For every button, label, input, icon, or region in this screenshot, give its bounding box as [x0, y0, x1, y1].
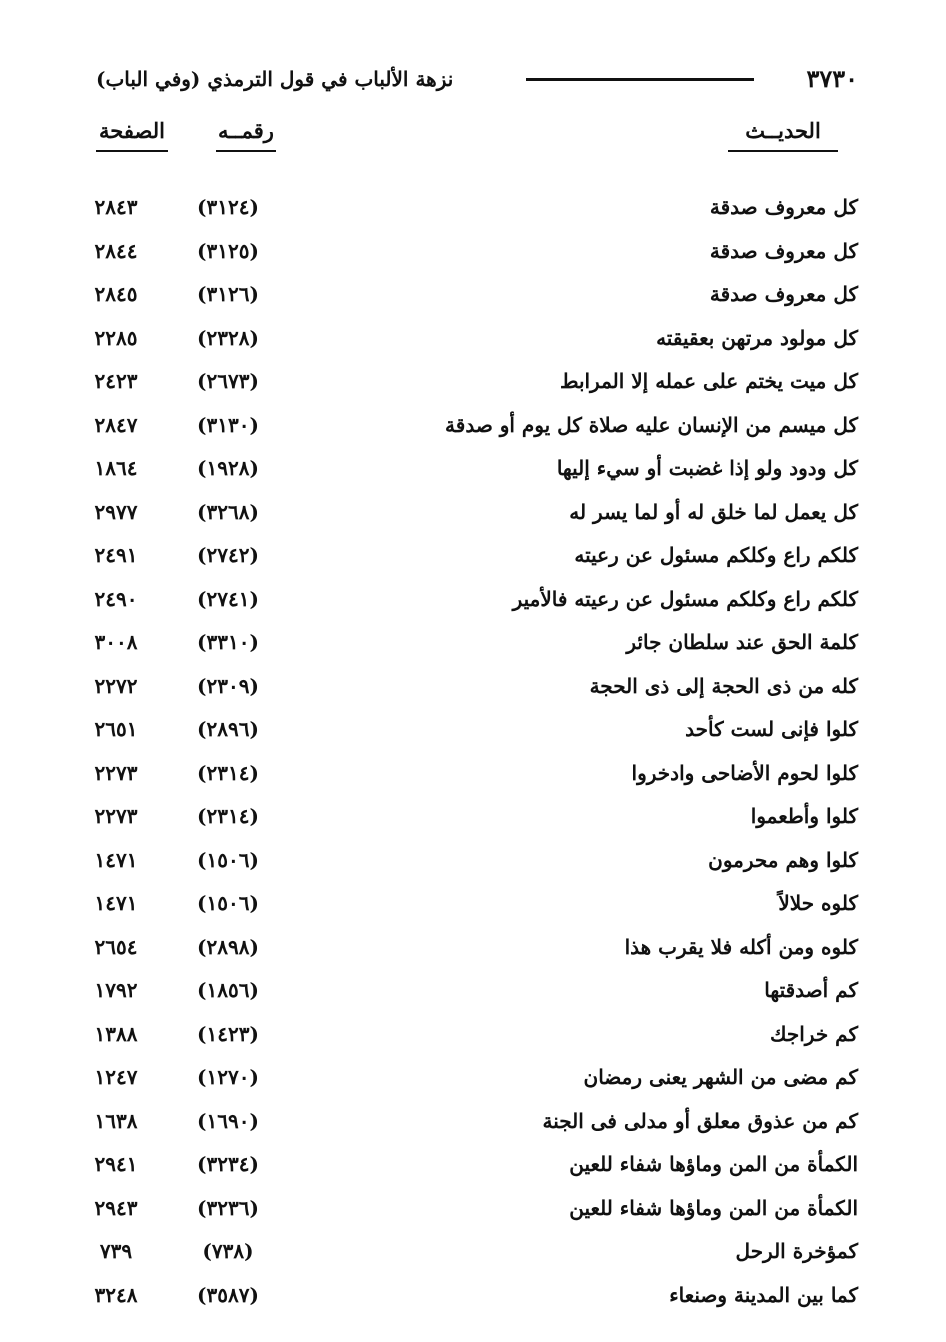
hadith-text: الكمأة من المن وماؤها شفاء للعين — [569, 1195, 858, 1220]
hadith-text: الكمأة من المن وماؤها شفاء للعين — [569, 1152, 858, 1176]
hadith-number: (١٨٥٦) — [197, 978, 259, 1002]
page-reference: ٢٦٥١ — [94, 717, 138, 741]
index-entry — [70, 230, 858, 274]
page-reference: ٢٢٧٢ — [94, 673, 138, 698]
index-entry — [70, 1230, 858, 1274]
index-entry — [70, 795, 858, 839]
hadith-text: كلوا فإنى لست كأحد — [685, 717, 858, 741]
hadith-text: كل مولود مرتهن بعقيقته — [656, 325, 858, 350]
index-entry — [70, 752, 858, 796]
hadith-number: (١٥٠٦) — [197, 891, 259, 915]
hadith-text: كم مضى من الشهر يعنى رمضان — [583, 1065, 858, 1089]
page-reference: ١٤٧١ — [94, 847, 138, 872]
page-reference: ٣٠٠٨ — [94, 630, 138, 654]
index-entry — [70, 186, 858, 230]
index-entry — [70, 578, 858, 622]
index-entry — [70, 1274, 858, 1318]
hadith-number: (٢٣٠٩) — [197, 673, 259, 698]
hadith-number: (٢٨٩٦) — [197, 717, 259, 741]
hadith-text: كلمة الحق عند سلطان جائر — [626, 630, 858, 654]
hadith-number: (٣٢٣٦) — [197, 1195, 259, 1220]
hadith-text: كلوا وأطعموا — [750, 804, 858, 828]
hadith-number: (٢٣٢٨) — [197, 325, 259, 350]
hadith-text: كم خراجك — [770, 1021, 858, 1046]
index-entry — [70, 404, 858, 448]
index-entry — [70, 1187, 858, 1231]
hadith-number: (٣٢٦٨) — [197, 499, 259, 524]
hadith-text: كم أصدقتها — [764, 978, 858, 1002]
index-entry — [70, 926, 858, 970]
index-entry — [70, 665, 858, 709]
page-reference: ٢٤٩١ — [94, 543, 138, 567]
hadith-text: كم من عذوق معلق أو مدلى فى الجنة — [542, 1108, 858, 1133]
index-entry — [70, 447, 858, 491]
page-reference: ١٧٩٢ — [94, 978, 138, 1002]
page-reference: ١٨٦٤ — [94, 456, 138, 480]
header-rule — [526, 78, 754, 81]
page-reference: ٢٤٢٣ — [94, 369, 138, 393]
index-entry — [70, 1013, 858, 1057]
page-number: ٣٧٣٠ — [806, 64, 858, 93]
hadith-text: كل معروف صدقة — [709, 282, 858, 306]
hadith-number: (٢٧٤١) — [197, 586, 259, 611]
hadith-number: (٣٥٨٧) — [197, 1282, 259, 1307]
column-heading-number: رقمــه — [216, 116, 276, 152]
hadith-number: (٣١٢٤) — [197, 195, 259, 219]
hadith-number: (٢٧٤٢) — [197, 543, 259, 567]
page-reference: ٧٣٩ — [99, 1239, 133, 1263]
hadith-text: كمؤخرة الرحل — [735, 1239, 858, 1263]
index-entry — [70, 317, 858, 361]
page-reference: ٢٩٤٣ — [94, 1195, 138, 1220]
hadith-text: كلوه ومن أكله فلا يقرب هذا — [624, 934, 858, 959]
column-heading-hadith: الحديــث — [728, 116, 838, 152]
hadith-number: (٢٨٩٨) — [197, 934, 259, 959]
page-reference: ٢٨٤٤ — [94, 238, 138, 263]
page-reference: ٣٢٤٨ — [94, 1282, 138, 1307]
hadith-text: كلكم راع وكلكم مسئول عن رعيته — [574, 543, 858, 567]
hadith-text: كلوه حلالاً — [778, 891, 858, 915]
hadith-number: (١٦٩٠) — [197, 1108, 259, 1133]
page-reference: ٢٩٤١ — [94, 1152, 138, 1176]
hadith-number: (٧٣٨) — [202, 1239, 254, 1263]
hadith-text: كل ميت يختم على عمله إلا المرابط — [559, 369, 858, 393]
hadith-text: كله من ذى الحجة إلى ذى الحجة — [589, 673, 858, 698]
page-reference: ١٦٣٨ — [94, 1108, 138, 1133]
hadith-number: (٢٣١٤) — [197, 804, 259, 828]
index-entry — [70, 534, 858, 578]
index-entry — [70, 1143, 858, 1187]
page-reference: ٢٨٤٥ — [94, 282, 138, 306]
running-header — [96, 62, 858, 96]
index-entry — [70, 1100, 858, 1144]
hadith-number: (١٤٢٣) — [197, 1021, 259, 1046]
hadith-number: (١٥٠٦) — [197, 847, 259, 872]
hadith-number: (٢٣١٤) — [197, 760, 259, 785]
index-entry — [70, 491, 858, 535]
page-reference: ٢٨٤٣ — [94, 195, 138, 219]
hadith-text: كل معروف صدقة — [709, 238, 858, 263]
index-entry — [70, 1056, 858, 1100]
page-reference: ٢٢٧٣ — [94, 760, 138, 785]
column-heading-page: الصفحة — [96, 116, 168, 152]
page-reference: ١٢٤٧ — [94, 1065, 138, 1089]
hadith-text: كل ميسم من الإنسان عليه صلاة كل يوم أو صدقة — [445, 412, 858, 437]
index-entries — [70, 186, 858, 1317]
hadith-text: كلوا وهم محرمون — [708, 847, 858, 872]
index-entry — [70, 839, 858, 883]
page-reference: ١٤٧١ — [94, 891, 138, 915]
index-entry — [70, 621, 858, 665]
page-reference: ٢٩٧٧ — [94, 499, 138, 524]
hadith-number: (٢٦٧٣) — [197, 369, 259, 393]
page-reference: ٢٢٨٥ — [94, 325, 138, 350]
hadith-text: كل ودود ولو إذا غضبت أو سيء إليها — [556, 456, 858, 480]
hadith-number: (٣١٢٦) — [197, 282, 259, 306]
page-reference: ٢٤٩٠ — [94, 586, 138, 611]
index-entry — [70, 273, 858, 317]
hadith-number: (٣٢٣٤) — [197, 1152, 259, 1176]
hadith-number: (٣١٣٠) — [197, 412, 259, 437]
page-reference: ٢٨٤٧ — [94, 412, 138, 437]
page-reference: ٢٢٧٣ — [94, 804, 138, 828]
hadith-text: كلكم راع وكلكم مسئول عن رعيته فالأمير — [512, 586, 858, 611]
page-reference: ١٣٨٨ — [94, 1021, 138, 1046]
hadith-text: كل معروف صدقة — [709, 195, 858, 219]
index-entry — [70, 708, 858, 752]
hadith-number: (٣٣١٠) — [197, 630, 259, 654]
hadith-number: (٣١٢٥) — [197, 238, 259, 263]
hadith-text: كلوا لحوم الأضاحى وادخروا — [631, 760, 858, 785]
hadith-number: (١٢٧٠) — [197, 1065, 259, 1089]
index-entry — [70, 360, 858, 404]
book-title: نزهة الألباب في قول الترمذي (وفي الباب) — [96, 67, 454, 91]
hadith-number: (١٩٢٨) — [197, 456, 259, 480]
hadith-text: كما بين المدينة وصنعاء — [669, 1282, 858, 1307]
index-entry — [70, 969, 858, 1013]
page-reference: ٢٦٥٤ — [94, 934, 138, 959]
index-entry — [70, 882, 858, 926]
hadith-text: كل يعمل لما خلق له أو لما يسر له — [569, 499, 858, 524]
